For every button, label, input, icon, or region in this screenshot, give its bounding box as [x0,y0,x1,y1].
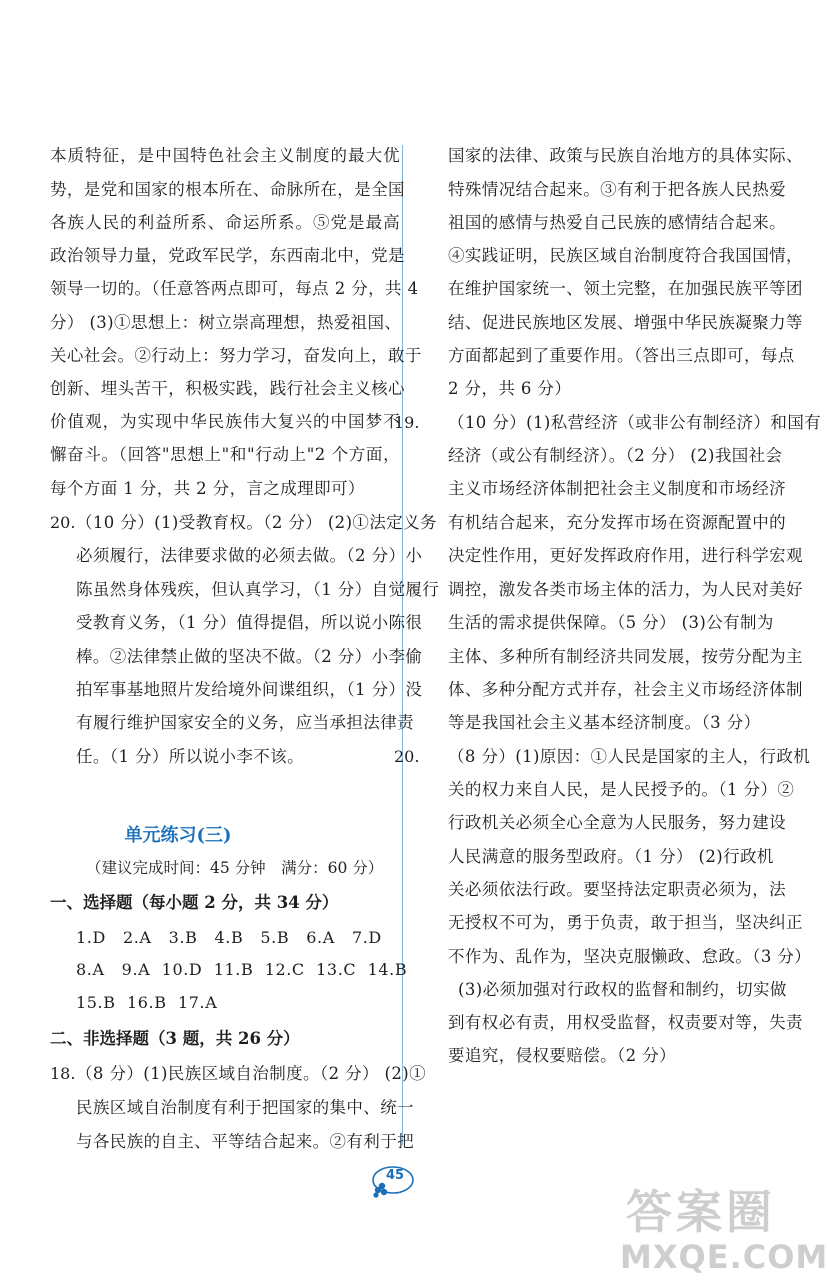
text-line: 国家的法律、政策与民族自治地方的具体实际、 [448,146,803,165]
text-line: 主体、多种所有制经济共同发展，按劳分配为主 [448,647,803,666]
section-heading-nonchoice: 二、非选择题（3 题，共 26 分） [50,1029,300,1048]
text-line: （8 分）(1)民族区域自治制度。（2 分） (2)① [76,1064,427,1083]
text-line: 受教育义务，（1 分）值得提倡，所以说小陈很 [76,613,423,632]
question-number: 19. [394,413,420,432]
text-line: ④实践证明，民族区域自治制度符合我国国情， [448,246,803,265]
text-line: 棒。②法律禁止做的坚决不做。（2 分）小李偷 [76,647,423,666]
text-line: 生活的需求提供保障。（5 分） (3)公有制为 [448,613,774,632]
text-line: 到有权必有责，用权受监督，权责要对等，失责 [448,1013,803,1032]
watermark-url: MXQE.COM [620,1238,828,1276]
text-line: 分） (3)①思想上：树立崇高理想，热爱祖国、 [50,313,402,332]
text-line: 无授权不可为，勇于负责，敢于担当，坚决纠正 [448,913,803,932]
text-line: 要追究，侵权要赔偿。（2 分） [448,1046,676,1065]
text-line: 在维护国家统一、领土完整，在加强民族平等团 [448,279,803,298]
text-line: （10 分）(1)受教育权。（2 分） (2)①法定义务 [76,513,437,532]
text-line: 政治领导力量，党政军民学，东西南北中，党是 [50,246,405,265]
unit-title: 单元练习(三) [124,825,232,846]
text-line: 势，是党和国家的根本所在、命脉所在，是全国 [50,180,405,199]
text-line: 领导一切的。（任意答两点即可，每点 2 分，共 4 [50,279,419,298]
text-line: 人民满意的服务型政府。（1 分） (2)行政机 [448,847,774,866]
text-line: （10 分）(1)私营经济（或非公有制经济）和国有 [448,413,822,432]
text-line: 拍军事基地照片发给境外间谍组织，（1 分）没 [76,680,423,699]
text-line: 每个方面 1 分，共 2 分，言之成理即可） [50,479,365,498]
page-number: 45 [386,1168,405,1183]
text-line: 懈奋斗。（回答"思想上"和"行动上"2 个方面， [50,445,400,464]
text-line: 决定性作用，更好发挥政府作用，进行科学宏观 [448,546,803,565]
text-line: 必须履行，法律要求做的必须去做。（2 分）小 [76,546,423,565]
watermark [596,1176,828,1281]
text-line: 主义市场经济体制把社会主义制度和市场经济 [448,479,786,498]
question-number: 20. [394,747,420,766]
text-line: 民族区域自治制度有利于把国家的集中、统一 [76,1098,414,1117]
text-line: 2 分，共 6 分） [448,379,572,398]
text-line: 等是我国社会主义基本经济制度。（3 分） [448,713,761,732]
text-line: 价值观，为实现中华民族伟大复兴的中国梦不 [50,412,400,431]
text-line: 创新、埋头苦干，积极实践，践行社会主义核心 [50,379,405,398]
text-line: 特殊情况结合起来。③有利于把各族人民热爱 [448,180,786,199]
answer-row: 8.A 9.A 10.D 11.B 12.C 13.C 14.B [76,960,408,979]
unit-subtitle: （建议完成时间：45 分钟 满分：60 分） [86,859,384,877]
watermark-logo-text: 答案圈 [626,1185,776,1239]
answer-row: 1.D 2.A 3.B 4.B 5.B 6.A 7.D [76,928,382,947]
text-line: （8 分）(1)原因：①人民是国家的主人，行政机 [448,747,811,766]
section-heading-choice: 一、选择题（每小题 2 分，共 34 分） [50,893,339,912]
text-line: 调控，激发各类市场主体的活力，为人民对美好 [448,580,803,599]
text-line: 各族人民的利益所系、命运所系。⑤党是最高 [50,213,400,232]
question-number: 18. [50,1064,76,1083]
text-line: 关必须依法行政。要坚持法定职责必须为，法 [448,880,786,899]
text-line: 有履行维护国家安全的义务，应当承担法律责 [76,713,414,732]
text-line: 方面都起到了重要作用。（答出三点即可，每点 [448,346,795,365]
question-number: 20. [50,513,76,532]
text-line: 有机结合起来，充分发挥市场在资源配置中的 [448,513,786,532]
text-line: 不作为、乱作为，坚决克服懒政、怠政。（3 分） [448,947,812,966]
text-line: 经济（或公有制经济）。（2 分） (2)我国社会 [448,446,783,465]
text-line: 体、多种分配方式并存，社会主义市场经济体制 [448,680,803,699]
text-line: 祖国的感情与热爱自己民族的感情结合起来。 [448,213,786,232]
text-line: 任。（1 分）所以说小李不该。 [76,747,304,766]
text-line: 关的权力来自人民，是人民授予的。（1 分）② [448,780,795,799]
text-line: 本质特征，是中国特色社会主义制度的最大优 [50,146,400,165]
text-line: 关心社会。②行动上：努力学习，奋发向上，敢于 [50,346,422,365]
text-line: 行政机关必须全心全意为人民服务，努力建设 [448,813,786,832]
text-line: 陈虽然身体残疾，但认真学习，（1 分）自觉履行 [76,580,440,599]
text-line: (3)必须加强对行政权的监督和制约，切实做 [458,980,787,999]
answer-row: 15.B 16.B 17.A [76,993,218,1012]
text-line: 与各民族的自主、平等结合起来。②有利于把 [76,1132,414,1151]
text-line: 结、促进民族地区发展、增强中华民族凝聚力等 [448,313,803,332]
